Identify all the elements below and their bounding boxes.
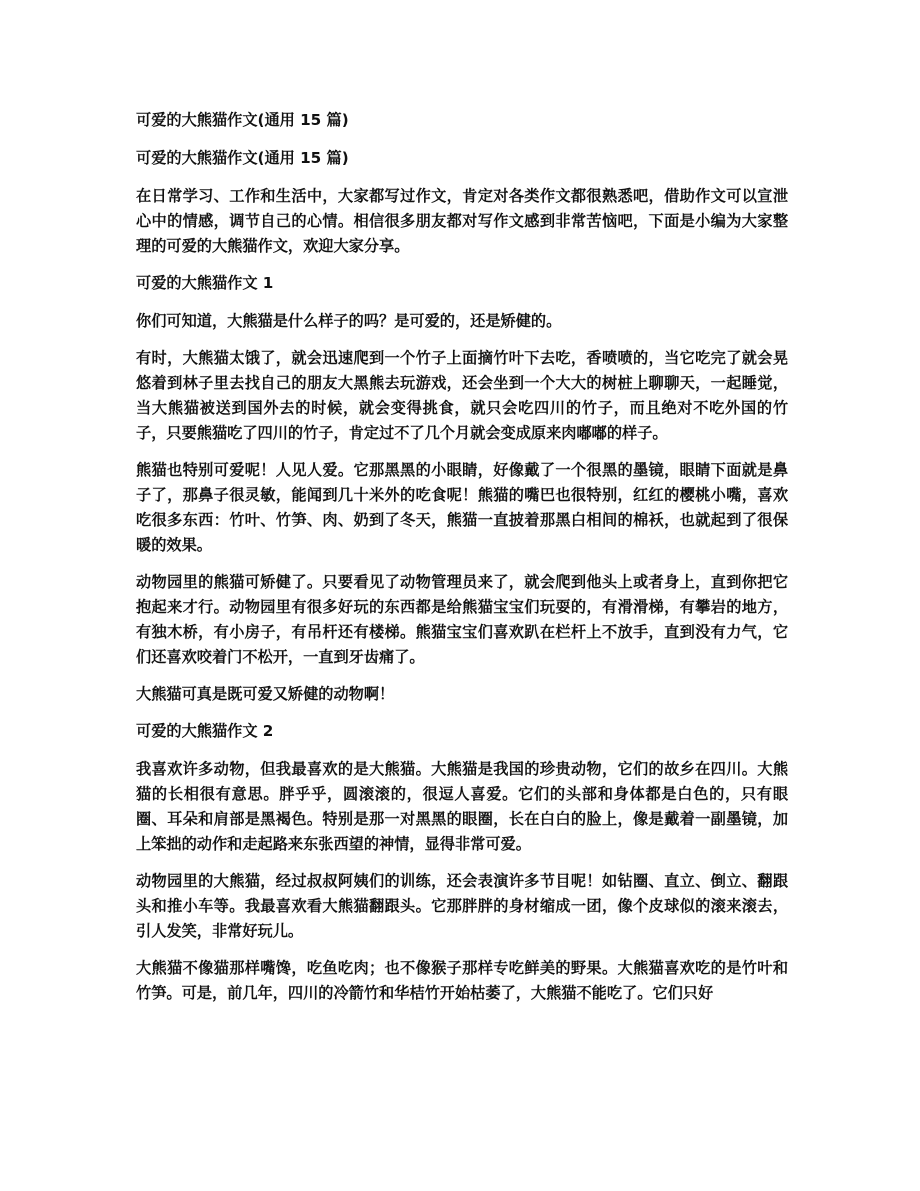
essay-1-paragraph: 你们可知道，大熊猫是什么样子的吗？是可爱的，还是矫健的。 — [136, 312, 562, 330]
essay-2-paragraph: 我喜欢许多动物，但我最喜欢的是大熊猫。大熊猫是我国的珍贵动物，它们的故乡在四川。大熊猫的长相很有意思。胖乎乎，圆滚滚的，很逗人喜爱。它们的头部和身体都是白色的，只有眼圈、耳朵和肩部是黑褐色。特别是那一对黑黑的眼圈，长在白白的脸上，像是戴着一副墨镜，加上笨拙的动作和走起路来东张西望的神情，显得非常可爱。 — [136, 760, 788, 853]
essay-1-paragraph: 熊猫也特别可爱呢！人见人爱。它那黑黑的小眼睛，好像戴了一个很黑的墨镜，眼睛下面就是鼻子了，那鼻子很灵敏，能闻到几十米外的吃食呢！熊猫的嘴巴也很特别，红红的樱桃小嘴，喜欢吃很多东西：竹叶、竹笋、肉、奶到了冬天，熊猫一直披着那黑白相间的棉袄，也就起到了很保暖的效果。 — [136, 461, 788, 554]
essay-1-heading: 可爱的大熊猫作文 1 — [136, 274, 274, 292]
document-title-repeat: 可爱的大熊猫作文(通用 15 篇) — [136, 149, 349, 167]
essay-2-heading: 可爱的大熊猫作文 2 — [136, 722, 274, 740]
document-page — [136, 108, 788, 1018]
document-title: 可爱的大熊猫作文(通用 15 篇) — [136, 111, 349, 129]
essay-2-paragraph: 大熊猫不像猫那样嘴馋，吃鱼吃肉；也不像猴子那样专吃鲜美的野果。大熊猫喜欢吃的是竹叶和竹笋。可是，前几年，四川的冷箭竹和华桔竹开始枯萎了，大熊猫不能吃了。它们只好 — [136, 959, 788, 1002]
essay-1-paragraph: 动物园里的熊猫可矫健了。只要看见了动物管理员来了，就会爬到他头上或者身上，直到你把它抱起来才行。动物园里有很多好玩的东西都是给熊猫宝宝们玩耍的，有滑滑梯，有攀岩的地方，有独木桥，有小房子，有吊杆还有楼梯。熊猫宝宝们喜欢趴在栏杆上不放手，直到没有力气，它们还喜欢咬着门不松开，一直到牙齿痛了。 — [136, 573, 788, 666]
essay-2-paragraph: 动物园里的大熊猫，经过叔叔阿姨们的训练，还会表演许多节目呢！如钻圈、直立、倒立、翻跟头和推小车等。我最喜欢看大熊猫翻跟头。它那胖胖的身材缩成一团，像个皮球似的滚来滚去，引人发笑，非常好玩儿。 — [136, 872, 788, 940]
intro-paragraph: 在日常学习、工作和生活中，大家都写过作文，肯定对各类作文都很熟悉吧，借助作文可以宣泄心中的情感，调节自己的心情。相信很多朋友都对写作文感到非常苦恼吧，下面是小编为大家整理的可爱的大熊猫作文，欢迎大家分享。 — [136, 187, 788, 255]
essay-1-paragraph: 有时，大熊猫太饿了，就会迅速爬到一个竹子上面摘竹叶下去吃，香喷喷的，当它吃完了就会晃悠着到林子里去找自己的朋友大黑熊去玩游戏，还会坐到一个大大的树桩上聊聊天，一起睡觉，当大熊猫被送到国外去的时候，就会变得挑食，就只会吃四川的竹子，而且绝对不吃外国的竹子，只要熊猫吃了四川的竹子，肯定过不了几个月就会变成原来肉嘟嘟的样子。 — [136, 349, 788, 442]
essay-1-paragraph: 大熊猫可真是既可爱又矫健的动物啊！ — [136, 685, 395, 703]
